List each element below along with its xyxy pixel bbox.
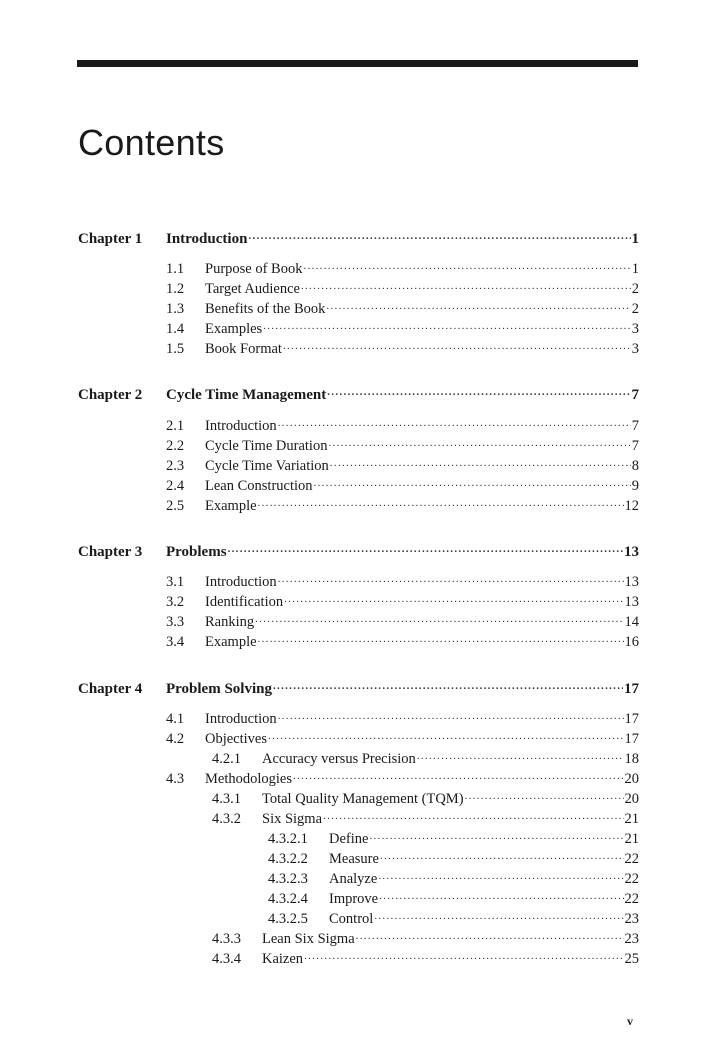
toc-entry-title: Lean Construction <box>205 478 313 494</box>
dot-leader <box>330 456 631 470</box>
toc-section-entry[interactable] <box>166 279 639 298</box>
toc-entry-number: 4.3.3 <box>212 931 241 947</box>
toc-section-entry[interactable] <box>166 299 639 318</box>
toc-entry-title: Ranking <box>205 614 255 630</box>
toc-entry-number: 3.1 <box>166 574 185 590</box>
toc-entry-title: Six Sigma <box>262 811 323 827</box>
toc-section-entry[interactable] <box>268 869 639 888</box>
dot-leader <box>278 416 631 430</box>
toc-section-entry[interactable] <box>212 809 639 828</box>
toc-entry-number: 4.1 <box>166 711 185 727</box>
toc-entry-number: 1.4 <box>166 321 185 337</box>
toc-entry-number: 4.3.2.5 <box>268 911 308 927</box>
toc-entry-page: 13 <box>624 574 639 590</box>
toc-section-entry[interactable] <box>166 456 639 475</box>
toc-entry-page: 20 <box>624 791 639 807</box>
toc-entry-page: 23 <box>624 931 639 947</box>
toc-entry-page: 13 <box>624 594 639 610</box>
toc-section-entry[interactable] <box>166 436 639 455</box>
toc-entry-page: 14 <box>624 614 639 630</box>
toc-entry-page: 7 <box>631 438 639 454</box>
toc-entry-page: 22 <box>624 851 639 867</box>
toc-entry-number: 4.3.2.2 <box>268 851 308 867</box>
toc-entry-page: 18 <box>624 751 639 767</box>
toc-section-entry[interactable] <box>212 929 639 948</box>
toc-entry-title: Kaizen <box>262 951 304 967</box>
toc-entry-number: 3.4 <box>166 634 185 650</box>
toc-entry-page: 3 <box>631 321 639 337</box>
toc-entry-title: Identification <box>205 594 284 610</box>
toc-entry-number: 4.3.4 <box>212 951 241 967</box>
toc-section-entry[interactable] <box>212 749 639 768</box>
toc-entry-page: 1 <box>631 261 639 277</box>
dot-leader <box>356 929 624 943</box>
toc-section-entry[interactable] <box>268 889 639 908</box>
toc-entry-page: 1 <box>631 231 639 247</box>
dot-leader <box>273 679 623 693</box>
toc-section-entry[interactable] <box>166 496 639 515</box>
dot-leader <box>268 729 623 743</box>
toc-entry-page: 17 <box>624 681 639 697</box>
toc-entry-page: 13 <box>624 544 639 560</box>
toc-entry-number: 1.1 <box>166 261 185 277</box>
toc-entry-title: Example <box>205 498 257 514</box>
toc-entry-title: Problem Solving <box>166 681 272 697</box>
toc-entry-number: 4.3.1 <box>212 791 241 807</box>
toc-entry-page: 17 <box>624 711 639 727</box>
dot-leader <box>323 809 623 823</box>
toc-section-entry[interactable] <box>166 709 639 728</box>
toc-entry-number: 4.3.2.4 <box>268 891 308 907</box>
toc-chapter-entry[interactable] <box>78 229 639 248</box>
page-number: v <box>627 1014 633 1028</box>
toc-entry-title: Target Audience <box>205 281 300 297</box>
toc-section-entry[interactable] <box>268 829 639 848</box>
dot-leader <box>258 496 624 510</box>
toc-chapter-entry[interactable] <box>78 542 639 561</box>
toc-entry-title: Cycle Time Management <box>166 387 327 403</box>
toc-entry-page: 9 <box>631 478 639 494</box>
toc-entry-title: Methodologies <box>205 771 292 787</box>
toc-entry-page: 22 <box>624 871 639 887</box>
header-rule <box>77 60 638 67</box>
toc-entry-number: 4.2 <box>166 731 185 747</box>
toc-entry-page: 21 <box>624 831 639 847</box>
toc-section-entry[interactable] <box>166 729 639 748</box>
toc-entry-title: Define <box>329 831 369 847</box>
dot-leader <box>380 849 624 863</box>
dot-leader <box>263 319 631 333</box>
dot-leader <box>327 385 630 399</box>
toc-entry-number: 4.3.2.3 <box>268 871 308 887</box>
toc-entry-page: 3 <box>631 341 639 357</box>
toc-entry-number: 2.3 <box>166 458 185 474</box>
toc-entry-page: 7 <box>631 418 639 434</box>
toc-entry-title: Introduction <box>166 231 248 247</box>
dot-leader <box>283 339 631 353</box>
dot-leader <box>326 299 630 313</box>
toc-chapter-entry[interactable] <box>78 385 639 404</box>
toc-entry-number: 1.5 <box>166 341 185 357</box>
dot-leader <box>248 229 630 243</box>
toc-entry-title: Introduction <box>205 711 277 727</box>
dot-leader <box>303 259 630 273</box>
toc-entry-number: 1.3 <box>166 301 185 317</box>
dot-leader <box>374 909 623 923</box>
toc-entry-page: 12 <box>624 498 639 514</box>
toc-entry-title: Purpose of Book <box>205 261 303 277</box>
toc-section-entry[interactable] <box>166 632 639 651</box>
dot-leader <box>258 632 624 646</box>
toc-entry-number: 4.3.2 <box>212 811 241 827</box>
toc-entry-title: Book Format <box>205 341 282 357</box>
toc-entry-title: Objectives <box>205 731 268 747</box>
toc-section-entry[interactable] <box>166 769 639 788</box>
toc-entry-number: 4.2.1 <box>212 751 241 767</box>
toc-entry-title: Introduction <box>205 418 277 434</box>
toc-entry-page: 2 <box>631 301 639 317</box>
dot-leader <box>465 789 624 803</box>
dot-leader <box>255 612 623 626</box>
toc-section-entry[interactable] <box>166 416 639 435</box>
toc-entry-page: 16 <box>624 634 639 650</box>
toc-section-entry[interactable] <box>166 319 639 338</box>
toc-entry-page: 8 <box>631 458 639 474</box>
toc-entry-number: 1.2 <box>166 281 185 297</box>
toc-entry-title: Accuracy versus Precision <box>262 751 416 767</box>
toc-entry-title: Problems <box>166 544 227 560</box>
dot-leader <box>378 869 623 883</box>
toc-entry-number: 3.3 <box>166 614 185 630</box>
toc-entry-number: 4.3 <box>166 771 185 787</box>
toc-entry-page: 23 <box>624 911 639 927</box>
toc-entry-page: 20 <box>624 771 639 787</box>
toc-entry-number: Chapter 3 <box>78 544 143 560</box>
dot-leader <box>379 889 623 903</box>
toc-entry-number: 2.5 <box>166 498 185 514</box>
dot-leader <box>417 749 624 763</box>
toc-entry-number: Chapter 2 <box>78 387 143 403</box>
dot-leader <box>284 592 623 606</box>
toc-entry-page: 7 <box>631 387 639 403</box>
toc-entry-title: Measure <box>329 851 379 867</box>
toc-entry-number: 2.2 <box>166 438 185 454</box>
dot-leader <box>301 279 631 293</box>
toc-entry-title: Lean Six Sigma <box>262 931 355 947</box>
toc-entry-number: 2.4 <box>166 478 185 494</box>
toc-section-entry[interactable] <box>166 259 639 278</box>
dot-leader <box>293 769 624 783</box>
toc-entry-page: 2 <box>631 281 639 297</box>
toc-entry-title: Examples <box>205 321 263 337</box>
dot-leader <box>304 949 623 963</box>
toc-entry-title: Control <box>329 911 374 927</box>
toc-chapter-entry[interactable] <box>78 679 639 698</box>
toc-section-entry[interactable] <box>212 789 639 808</box>
toc-entry-number: 3.2 <box>166 594 185 610</box>
toc-section-entry[interactable] <box>212 949 639 968</box>
toc-section-entry[interactable] <box>268 909 639 928</box>
toc-entry-page: 22 <box>624 891 639 907</box>
dot-leader <box>278 572 624 586</box>
toc-section-entry[interactable] <box>268 849 639 868</box>
dot-leader <box>228 542 623 556</box>
toc-entry-number: 4.3.2.1 <box>268 831 308 847</box>
toc-section-entry[interactable] <box>166 476 639 495</box>
dot-leader <box>369 829 623 843</box>
toc-entry-title: Analyze <box>329 871 378 887</box>
toc-entry-title: Improve <box>329 891 379 907</box>
toc-entry-page: 25 <box>624 951 639 967</box>
toc-entry-title: Cycle Time Variation <box>205 458 329 474</box>
toc-entry-number: Chapter 4 <box>78 681 143 697</box>
toc-entry-page: 17 <box>624 731 639 747</box>
page-title: Contents <box>78 122 225 164</box>
toc-entry-page: 21 <box>624 811 639 827</box>
toc-entry-title: Total Quality Management (TQM) <box>262 791 464 807</box>
toc-entry-title: Example <box>205 634 257 650</box>
toc-entry-title: Cycle Time Duration <box>205 438 328 454</box>
toc-entry-title: Introduction <box>205 574 277 590</box>
toc-section-entry[interactable] <box>166 592 639 611</box>
toc-entry-title: Benefits of the Book <box>205 301 326 317</box>
toc-section-entry[interactable] <box>166 572 639 591</box>
toc-section-entry[interactable] <box>166 612 639 631</box>
dot-leader <box>278 709 624 723</box>
toc-section-entry[interactable] <box>166 339 639 358</box>
toc-entry-number: 2.1 <box>166 418 185 434</box>
toc-entry-number: Chapter 1 <box>78 231 143 247</box>
dot-leader <box>328 436 630 450</box>
dot-leader <box>314 476 631 490</box>
